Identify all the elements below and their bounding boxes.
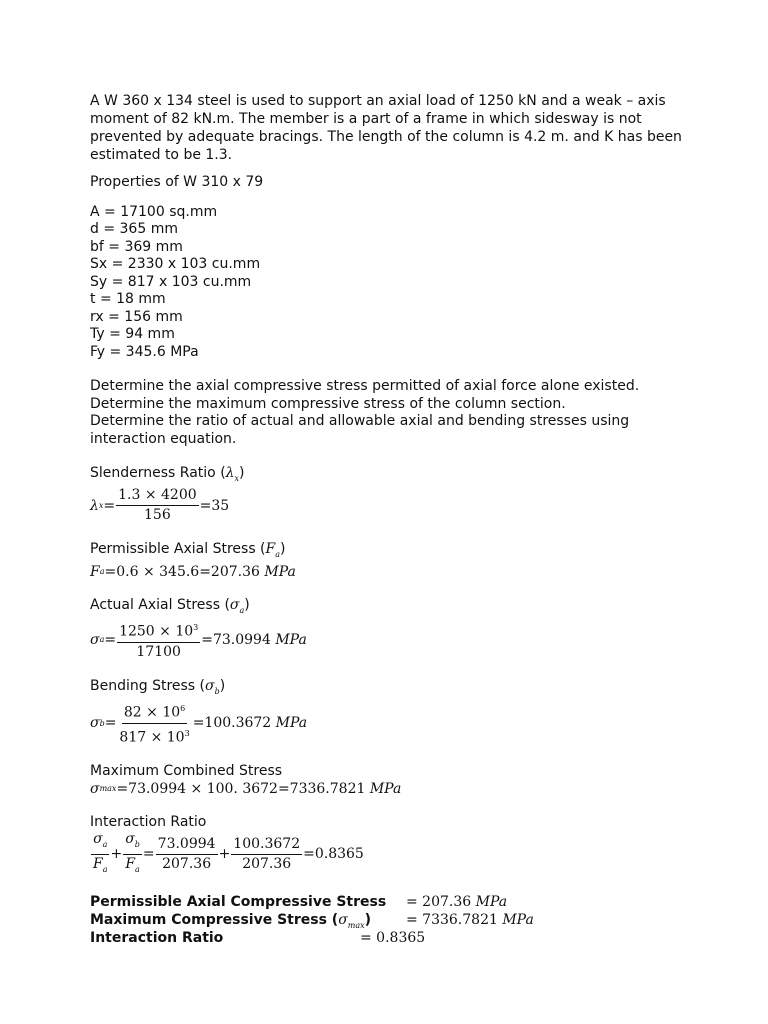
property-item: Fy = 345.6 MPa (90, 343, 199, 360)
interaction-equation: $\frac{\sigma_a}{F_a}$ + $\frac{\sigma_b}{F_a}$ = $\frac{73.0994}{207.36}$ + $\frac{100.3672}{207.36}$ =0.8365 (90, 831, 690, 878)
combined-equation: σ max =73.0994 × 100. 3672=7336.7821 MPa (90, 780, 402, 797)
property-item: bf = 369 mm (90, 238, 183, 255)
summary-row: Interaction Ratio = 0.8365 (90, 929, 426, 946)
property-item: d = 365 mm (90, 221, 178, 237)
properties-list (90, 204, 690, 362)
fraction: $\frac{1.3 \times 4200}{156}$ (118, 487, 197, 524)
slenderness-equation: λ x = $\frac{1.3 \times 4200}{156}$ =35 (90, 487, 230, 524)
fraction: $\frac{1250 \times 10^3}{17100}$ (117, 619, 200, 661)
task-item: Determine the maximum compressive stress of the column section. (90, 395, 566, 412)
fraction: $\frac{73.0994}{207.36}$ (157, 835, 216, 872)
task-item: Determine the ratio of actual and allowable axial and bending stresses using interaction equation. (90, 413, 630, 447)
interaction-section (90, 814, 690, 878)
fraction: $\frac{\sigma_a}{F_a}$ (93, 831, 108, 874)
summary-block (90, 893, 690, 947)
task-list (90, 378, 690, 448)
section-heading: Permissible Axial Stress $(F_a)$ (90, 541, 286, 560)
summary-row: Permissible Axial Compressive Stress = 207.36 MPa (90, 893, 508, 910)
section-heading: Maximum Combined Stress (90, 763, 283, 780)
actual-section (90, 597, 690, 661)
permissible-section (90, 541, 690, 579)
property-item: A = 17100 sq.mm (90, 203, 218, 220)
fraction: $\frac{100.3672}{207.36}$ (233, 835, 301, 872)
property-item: Sx = 2330 x 103 cu.mm (90, 256, 261, 272)
combined-section (90, 763, 690, 797)
property-item: t = 18 mm (90, 291, 166, 307)
bending-section (90, 678, 690, 747)
task-item: Determine the axial compressive stress permitted of axial force alone existed. (90, 378, 640, 394)
permissible-equation: F a =0.6 × 345.6=207.36 MPa (90, 563, 296, 580)
slenderness-section (90, 465, 690, 524)
properties-title: Properties of W 310 x 79 (90, 174, 264, 190)
property-item: Ty = 94 mm (90, 326, 175, 342)
fraction: $\frac{\sigma_b}{F_a}$ (125, 831, 140, 874)
section-heading: Bending Stress $(\sigma_b)$ (90, 677, 226, 696)
property-item: Sy = 817 x 103 cu.mm (90, 273, 252, 290)
section-heading: Interaction Ratio (90, 813, 207, 830)
actual-equation: σ a = $\frac{1250 \times 10^3}{17100}$ =73.0994 MPa (90, 619, 690, 661)
document-body (90, 92, 690, 947)
section-heading: Slenderness Ratio $(\lambda_x)$ (90, 465, 245, 483)
section-heading: Actual Axial Stress $(\sigma_a)$ (90, 596, 250, 615)
problem-statement: A W 360 x 134 steel is used to support an axial load of 1250 kN and a weak – axis moment of 82 kN.m. The member is a part of a frame in which sidesway is not prevented by adequate bracings. The length of the column is 4.2 m. and K has been estimated to be 1.3. (90, 93, 682, 163)
fraction: $\frac{82 \times 10^6}{817 \times 10^3}$ (117, 700, 191, 746)
property-item: rx = 156 mm (90, 308, 183, 325)
bending-equation: σ b = $\frac{82 \times 10^6}{817 \times 10^3}$ =100.3672 MPa (90, 700, 690, 746)
summary-row: Maximum Compressive Stress $(\sigma_{max})$ = 7336.7821 MPa (90, 911, 534, 930)
